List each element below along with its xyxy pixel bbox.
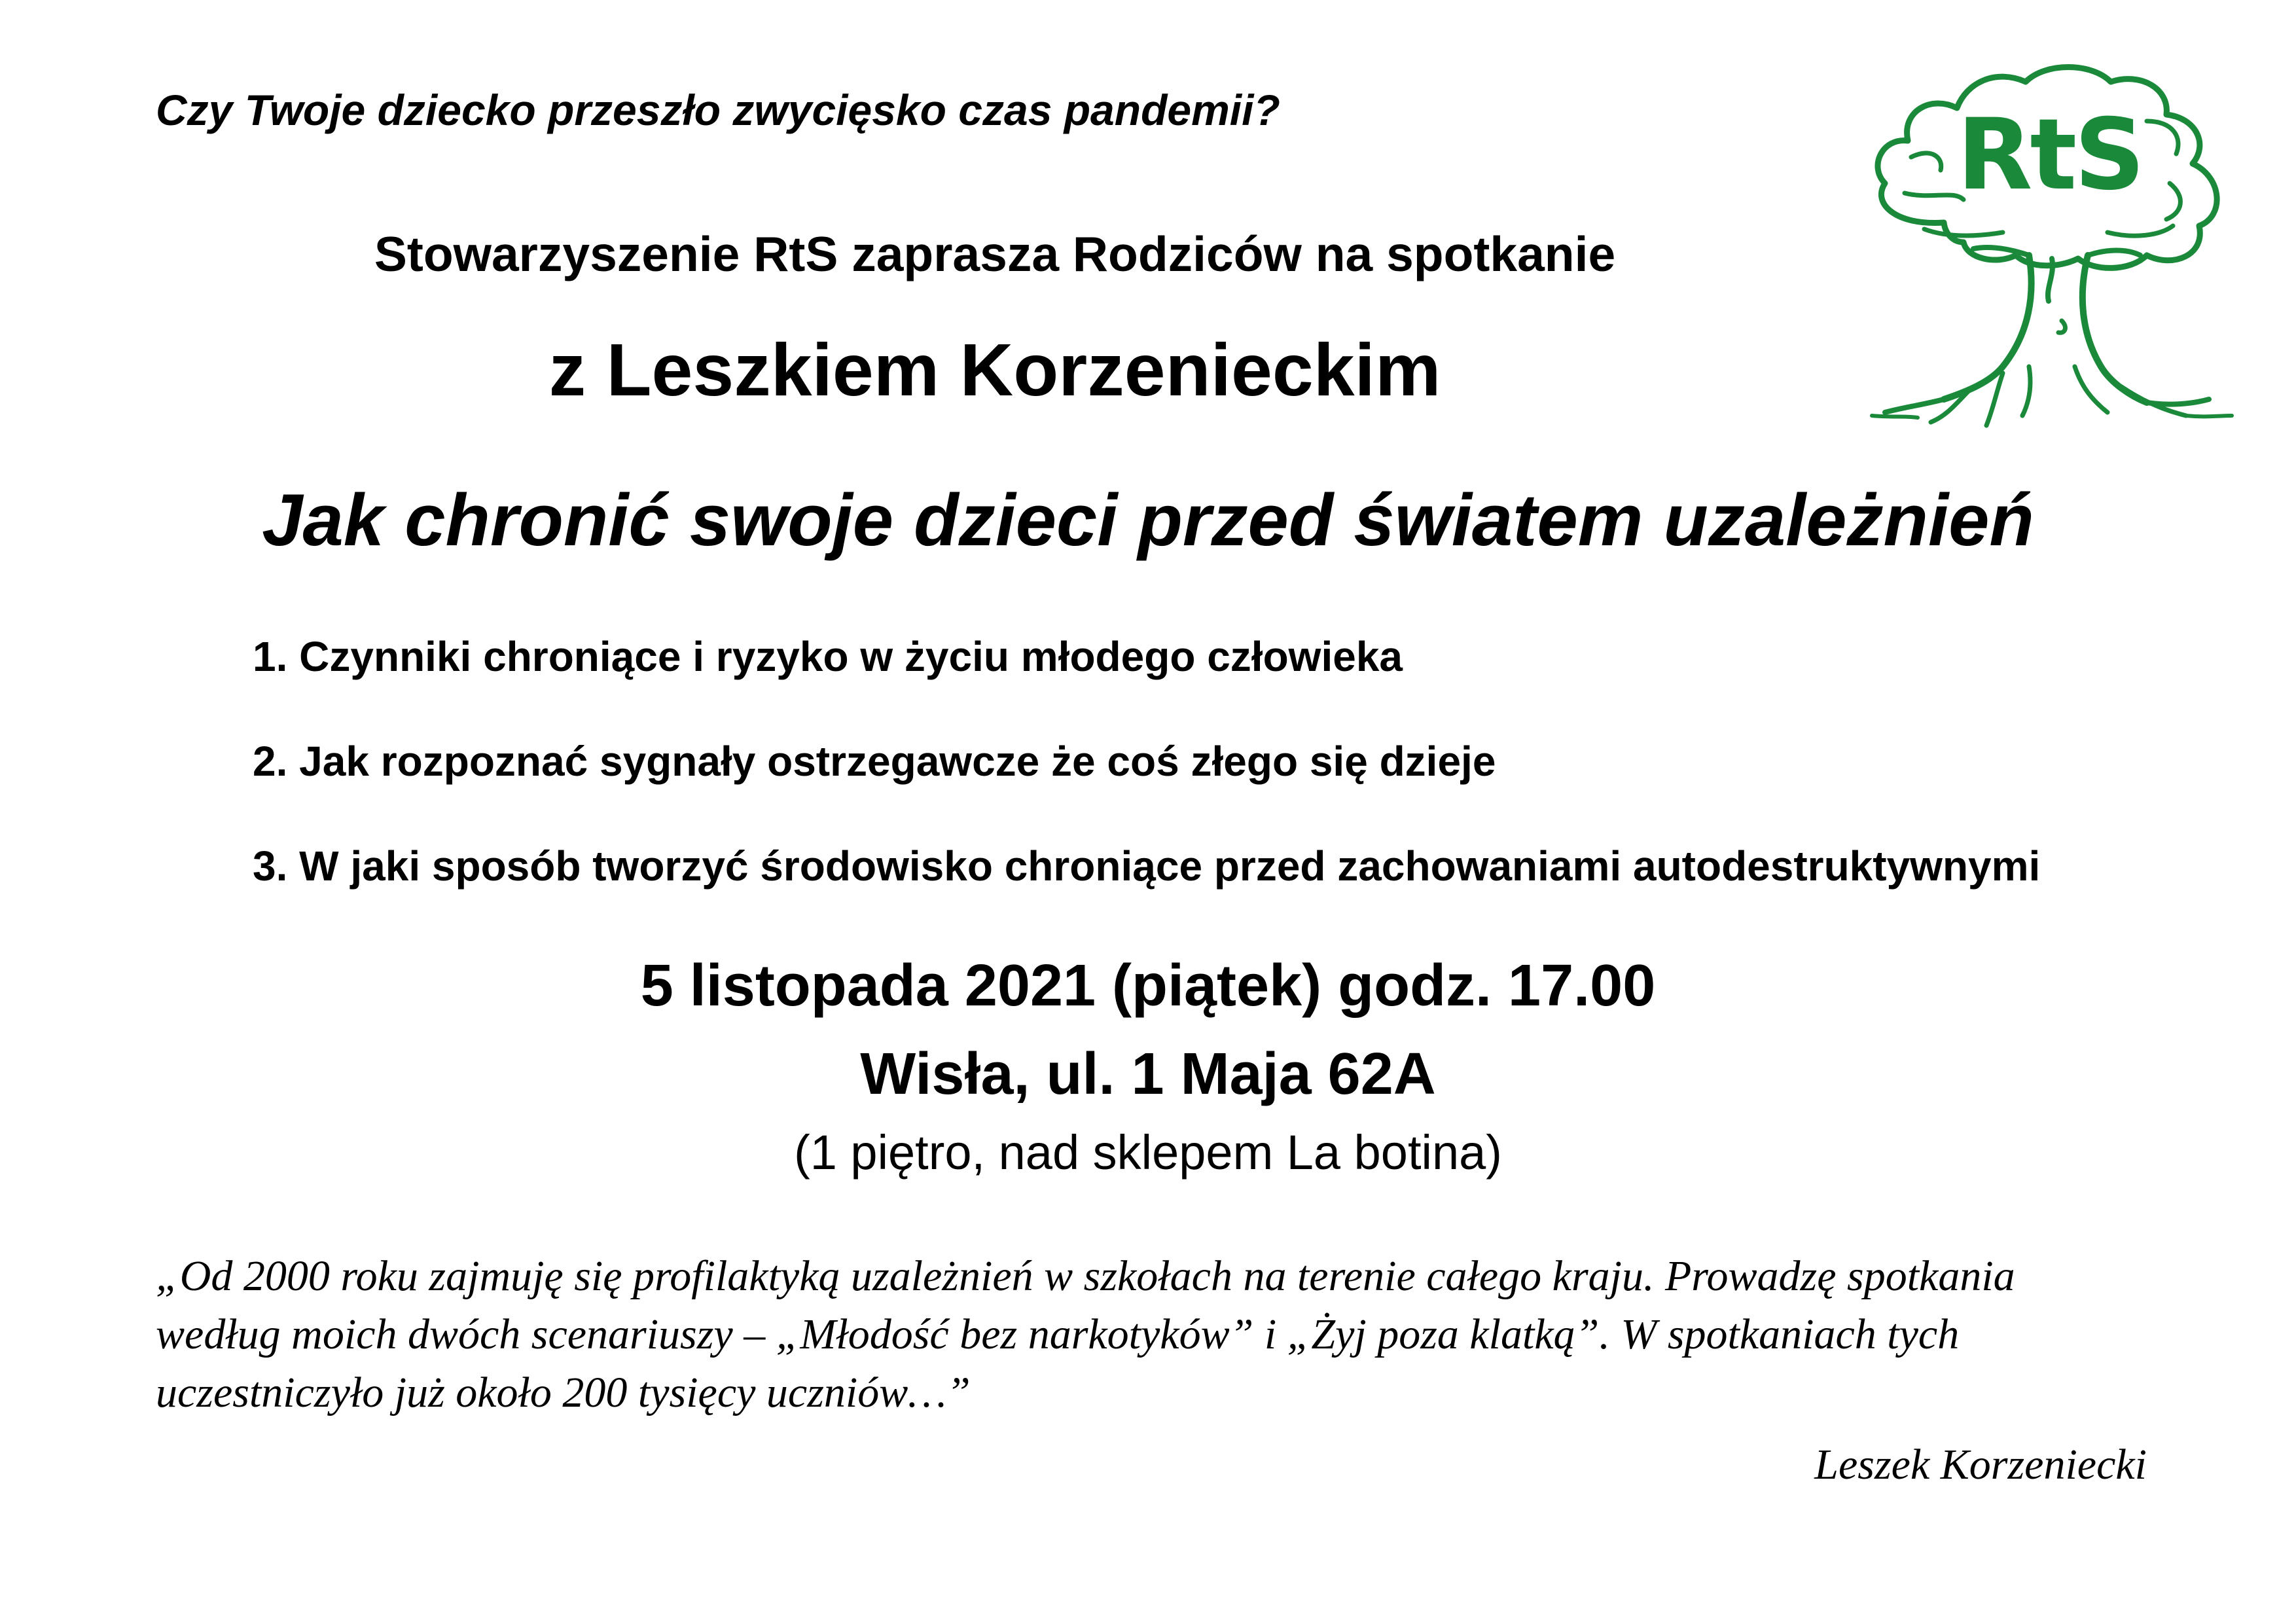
topic-title: Jak chronić swoje dzieci przed światem uzależnień bbox=[262, 479, 2034, 561]
agenda-item: 1. Czynniki chroniące i ryzyko w życiu młodego człowieka bbox=[253, 633, 1403, 680]
quote-author: Leszek Korzeniecki bbox=[1814, 1441, 2147, 1489]
logo-text: RtS bbox=[1957, 98, 2143, 212]
event-place-note: (1 piętro, nad sklepem La botina) bbox=[794, 1125, 1502, 1180]
quote-line: uczestniczyło już około 200 tysięcy uczniów…” bbox=[156, 1369, 971, 1416]
event-place: Wisła, ul. 1 Maja 62A bbox=[860, 1041, 1436, 1107]
speaker-quote bbox=[156, 1247, 2185, 1422]
header-question: Czy Twoje dziecko przeszło zwycięsko czas pandemii? bbox=[156, 86, 1280, 134]
agenda-list bbox=[253, 632, 2040, 946]
speaker-name: z Leszkiem Korzenieckim bbox=[548, 329, 1441, 411]
event-date: 5 listopada 2021 (piątek) godz. 17.00 bbox=[640, 953, 1656, 1019]
agenda-item: 2. Jak rozpoznać sygnały ostrzegawcze że coś złego się dzieje bbox=[253, 738, 1496, 785]
invitation-line: Stowarzyszenie RtS zaprasza Rodziców na spotkanie bbox=[374, 226, 1616, 281]
agenda-item: 3. W jaki sposób tworzyć środowisko chroniące przed zachowaniami autodestruktywnymi bbox=[253, 842, 2041, 890]
quote-line: według moich dwóch scenariuszy – „Młodość bez narkotyków” i „Żyj poza klatką”. W spotkaniach tych bbox=[156, 1310, 1960, 1358]
quote-line: „Od 2000 roku zajmuję się profilaktyką uzależnień w szkołach na terenie całego kraju. Prowadzę spotkania bbox=[156, 1252, 2015, 1300]
